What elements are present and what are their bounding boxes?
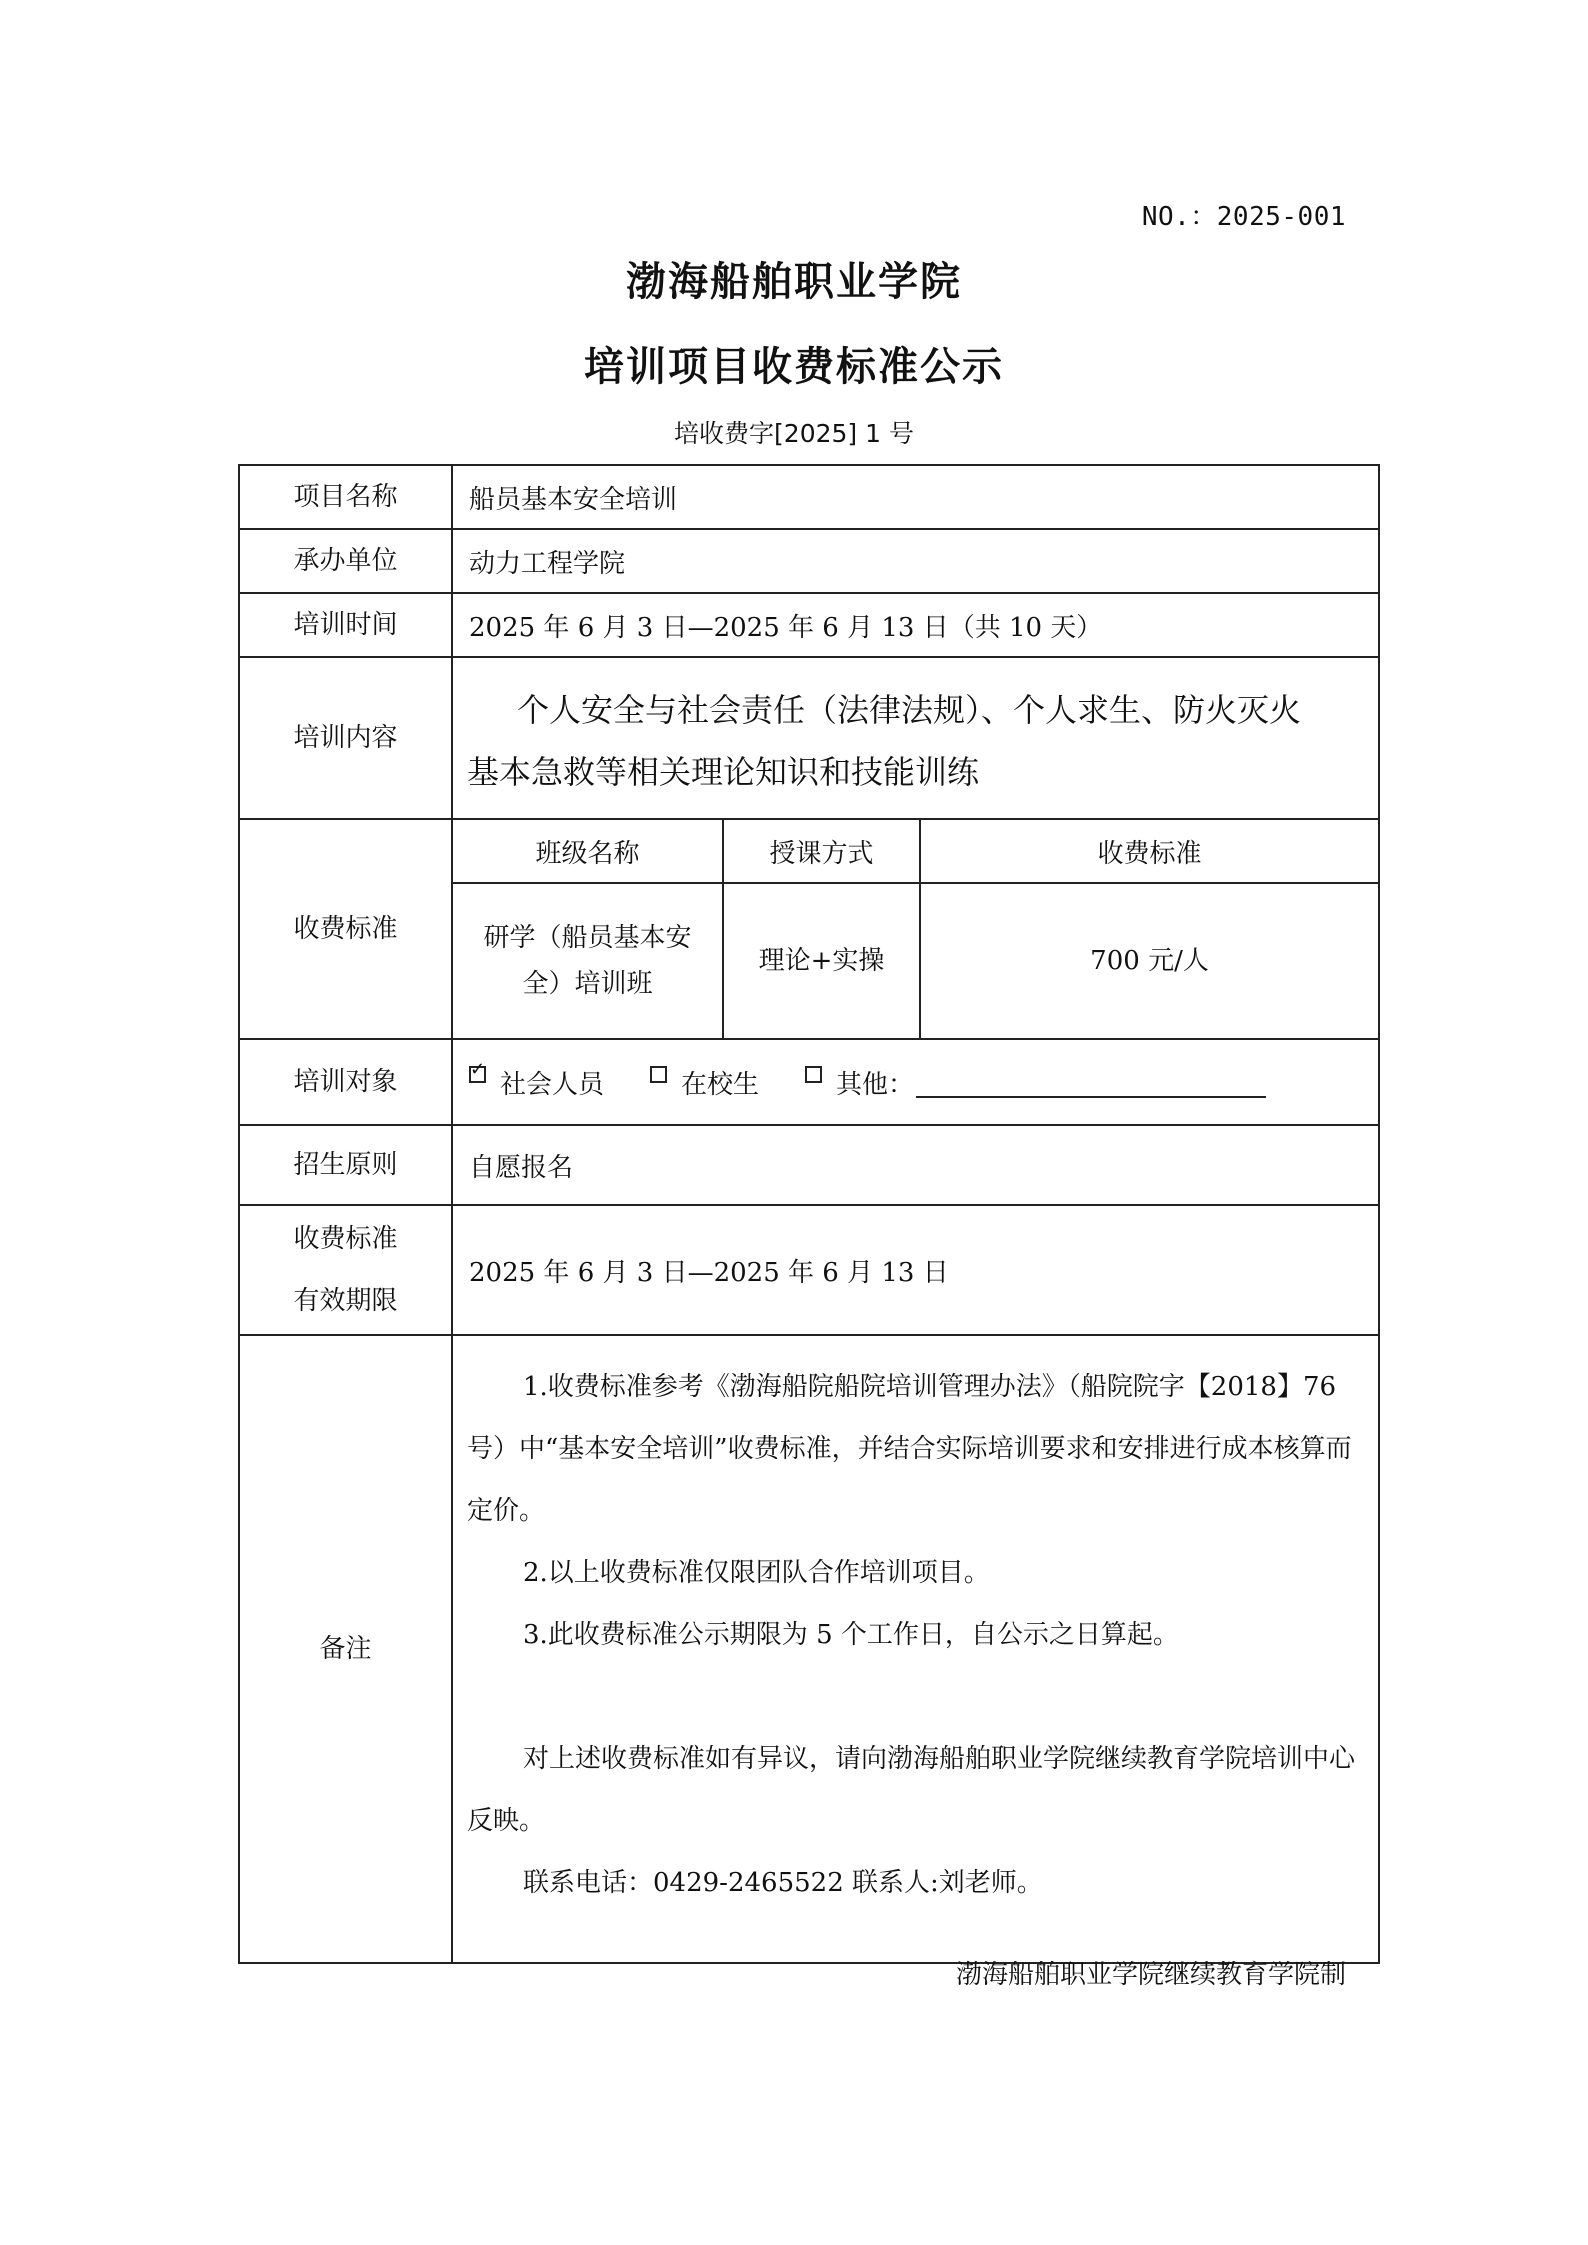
validity-label-line1: 收费标准 bbox=[293, 1224, 398, 1254]
organizer-label: 承办单位 bbox=[239, 529, 452, 593]
training-content-label: 培训内容 bbox=[239, 657, 452, 819]
training-content-cell bbox=[452, 657, 1379, 819]
header-class-name: 班级名称 bbox=[453, 820, 723, 883]
trainees-label: 培训对象 bbox=[239, 1039, 452, 1125]
remark-contact: 联系电话：0429-2465522 联系人:刘老师。 bbox=[523, 1868, 1043, 1898]
checkbox-other[interactable] bbox=[805, 1066, 822, 1083]
option-social-personnel: 社会人员 bbox=[500, 1069, 605, 1100]
notice-reference: 培收费字[2025] 1 号 bbox=[674, 419, 914, 448]
class-name-line2: 全）培训班 bbox=[522, 969, 653, 999]
training-content-line2: 基本急救等相关理论知识和技能训练 bbox=[467, 753, 980, 791]
class-name-line1: 研学（船员基本安 bbox=[483, 923, 692, 953]
option-other: 其他： bbox=[836, 1069, 915, 1100]
header-fee: 收费标准 bbox=[920, 820, 1378, 883]
training-time-label: 培训时间 bbox=[239, 593, 452, 657]
validity-label bbox=[239, 1205, 452, 1335]
notice-title: 培训项目收费标准公示 bbox=[584, 344, 1004, 390]
row-trainees bbox=[239, 1039, 1379, 1125]
project-name-value: 船员基本安全培训 bbox=[452, 465, 1379, 529]
document-number: NO.：2025-001 bbox=[1141, 202, 1346, 232]
class-name-value bbox=[453, 883, 723, 1038]
row-project-name bbox=[239, 465, 1379, 529]
fee-data-row bbox=[453, 883, 1378, 1038]
training-content-line1: 个人安全与社会责任（法律法规）、个人求生、防火灭火 bbox=[517, 691, 1302, 729]
remark-1: 1.收费标准参考《渤海船院船院培训管理办法》（船院院字【2018】76 号）中“基本安全培训”收费标准，并结合实际培训要求和安排进行成本核算而定价。 bbox=[467, 1372, 1352, 1526]
training-time-value: 2025 年 6 月 3 日—2025 年 6 月 13 日（共 10 天） bbox=[452, 593, 1379, 657]
row-fee-standard bbox=[239, 819, 1379, 1039]
row-organizer bbox=[239, 529, 1379, 593]
header-teaching-method: 授课方式 bbox=[723, 820, 920, 883]
checkbox-social-personnel[interactable] bbox=[469, 1066, 486, 1083]
fee-value: 700 元/人 bbox=[920, 883, 1378, 1038]
option-students: 在校生 bbox=[681, 1069, 760, 1100]
enrollment-label: 招生原则 bbox=[239, 1125, 452, 1205]
remark-3: 3.此收费标准公示期限为 5 个工作日，自公示之日算起。 bbox=[523, 1620, 1179, 1650]
fee-standard-cell bbox=[452, 819, 1379, 1039]
row-training-time bbox=[239, 593, 1379, 657]
fee-notice-table bbox=[238, 464, 1380, 1964]
institution-title: 渤海船舶职业学院 bbox=[626, 259, 962, 305]
remarks-label: 备注 bbox=[239, 1335, 452, 1963]
trainees-cell bbox=[452, 1039, 1379, 1125]
project-name-label: 项目名称 bbox=[239, 465, 452, 529]
issuer-footer: 渤海船舶职业学院继续教育学院制 bbox=[955, 1960, 1346, 1990]
row-enrollment bbox=[239, 1125, 1379, 1205]
fee-standard-table bbox=[453, 820, 1378, 1038]
fee-standard-label: 收费标准 bbox=[239, 819, 452, 1039]
remark-objection: 对上述收费标准如有异议，请向渤海船舶职业学院继续教育学院培训中心反映。 bbox=[467, 1744, 1356, 1836]
teaching-method-value: 理论+实操 bbox=[723, 883, 920, 1038]
checkbox-students[interactable] bbox=[650, 1066, 667, 1083]
row-training-content bbox=[239, 657, 1379, 819]
other-blank-line[interactable] bbox=[916, 1066, 1266, 1098]
remark-2: 2.以上收费标准仅限团队合作培训项目。 bbox=[523, 1558, 990, 1588]
remarks-cell bbox=[452, 1335, 1379, 1963]
row-remarks bbox=[239, 1335, 1379, 1963]
validity-value: 2025 年 6 月 3 日—2025 年 6 月 13 日 bbox=[452, 1205, 1379, 1335]
row-validity bbox=[239, 1205, 1379, 1335]
enrollment-value: 自愿报名 bbox=[452, 1125, 1379, 1205]
fee-header-row bbox=[453, 820, 1378, 883]
organizer-value: 动力工程学院 bbox=[452, 529, 1379, 593]
validity-label-line2: 有效期限 bbox=[293, 1286, 398, 1316]
